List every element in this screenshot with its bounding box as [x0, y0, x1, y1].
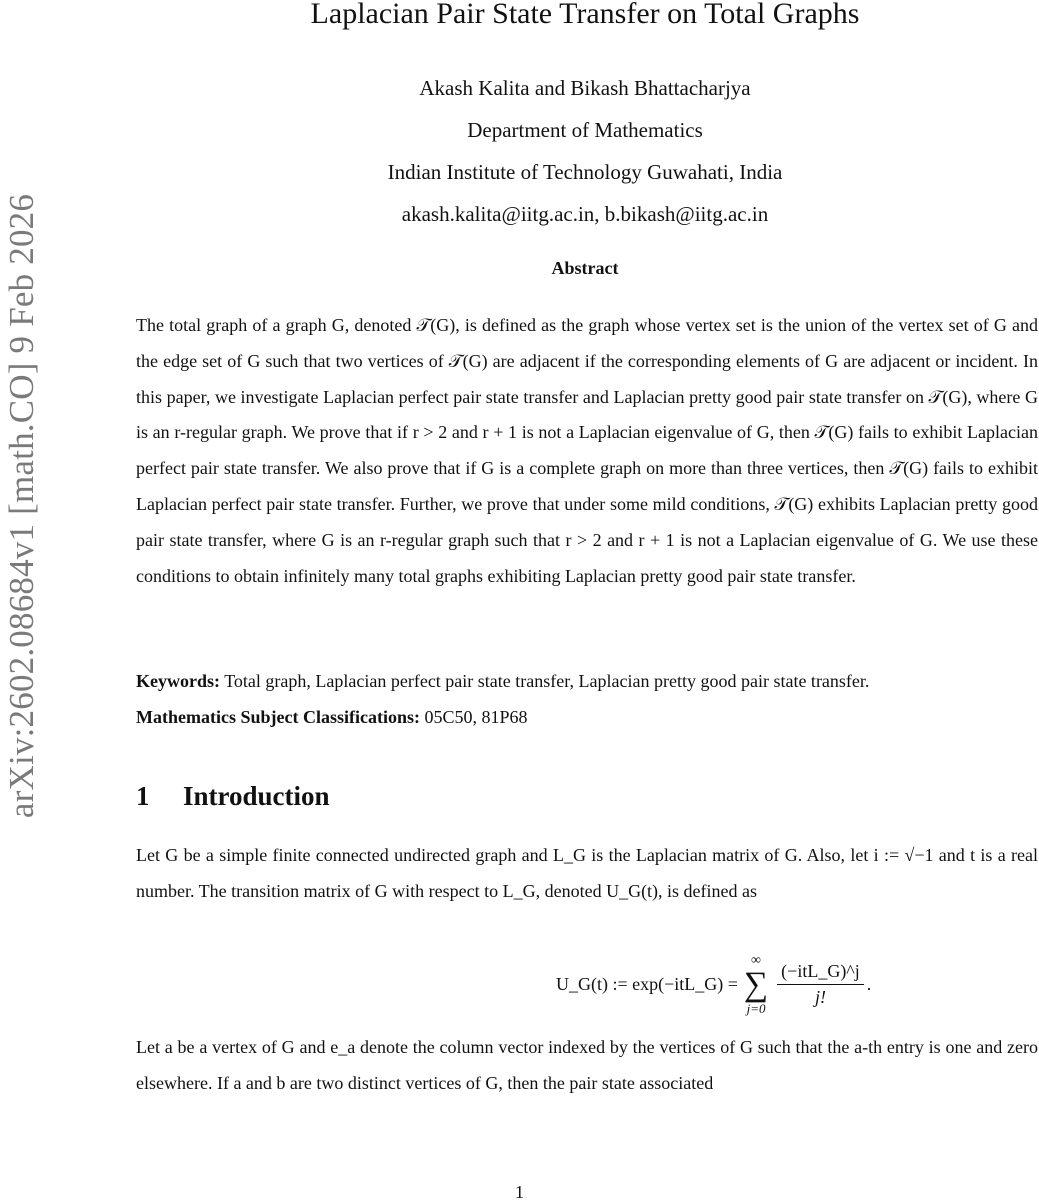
equation-end: . — [866, 973, 872, 994]
department: Department of Mathematics — [467, 118, 703, 142]
fraction — [777, 961, 864, 1008]
sum-upper-limit: ∞ — [751, 952, 762, 968]
fraction-denominator: j! — [814, 986, 826, 1007]
sum-lower-limit: j=0 — [746, 1000, 766, 1016]
arxiv-identifier-stamp — [0, 146, 44, 866]
section-heading-introduction — [136, 778, 330, 814]
institution: Indian Institute of Technology Guwahati, India — [387, 160, 783, 184]
msc-line — [136, 705, 1038, 729]
abstract-text: The total graph of a graph G, denoted 𝒯(G), is defined as the graph whose vertex set is the union of the vertex set of G and the edge set of G such that two vertices of 𝒯(G) are adjacent if the corresponding elements of G are adjacent or incident. In this paper, we investigate Laplacian perfect pair state transfer and Laplacian pretty good pair state transfer on 𝒯(G), where G is an r-regular graph. We prove that if r > 2 and r + 1 is not a Laplacian eigenvalue of G, then 𝒯(G) fails to exhibit Laplacian perfect pair state transfer. We also prove that if G is a complete graph on more than three vertices, then 𝒯(G) fails to exhibit Laplacian perfect pair state transfer. Further, we prove that under some mild conditions, 𝒯(G) exhibits Laplacian pretty good pair state transfer, where G is an r-regular graph such that r > 2 and r + 1 is not a Laplacian eigenvalue of G. We use these conditions to obtain infinitely many total graphs exhibiting Laplacian pretty good pair state transfer. — [136, 315, 1038, 586]
sigma-symbol: ∑ — [743, 965, 769, 1003]
fraction-numerator: (−itL_G)^j — [777, 961, 864, 985]
msc-label: Mathematics Subject Classifications: — [136, 707, 420, 727]
keywords-line — [136, 669, 1038, 693]
page-number: 1 — [515, 1182, 524, 1202]
intro-paragraph-2: Let a be a vertex of G and e_a denote the column vector indexed by the vertices of G such that the a-th entry is one and zero elsewhere. If a and b are two distinct vertices of G, then the pair state associated — [136, 1037, 1038, 1093]
paper-title: Laplacian Pair State Transfer on Total Graphs — [310, 0, 860, 30]
arxiv-identifier: arXiv:2602.08684v1 [math.CO] 9 Feb 2026 — [2, 193, 42, 819]
intro-paragraph-1: Let G be a simple finite connected undirected graph and L_G is the Laplacian matrix of G. Also, let i := √−1 and t is a real number. The transition matrix of G with respect to L_G, denoted U_G(t), is defined as — [136, 845, 1038, 901]
authors: Akash Kalita and Bikash Bhattacharjya — [419, 76, 751, 100]
transition-matrix-equation — [136, 946, 1038, 1022]
keywords-text: Total graph, Laplacian perfect pair state transfer, Laplacian pretty good pair state transfer. — [224, 671, 870, 691]
keywords-label: Keywords: — [136, 671, 220, 691]
section-number: 1 — [136, 781, 150, 811]
section-title: Introduction — [183, 781, 330, 811]
author-emails: akash.kalita@iitg.ac.in, b.bikash@iitg.ac.in — [401, 202, 769, 226]
msc-text: 05C50, 81P68 — [424, 707, 528, 727]
abstract-heading: Abstract — [551, 258, 619, 278]
summation — [744, 954, 768, 1015]
equation-lhs: U_G(t) := exp(−itL_G) = — [556, 973, 738, 994]
